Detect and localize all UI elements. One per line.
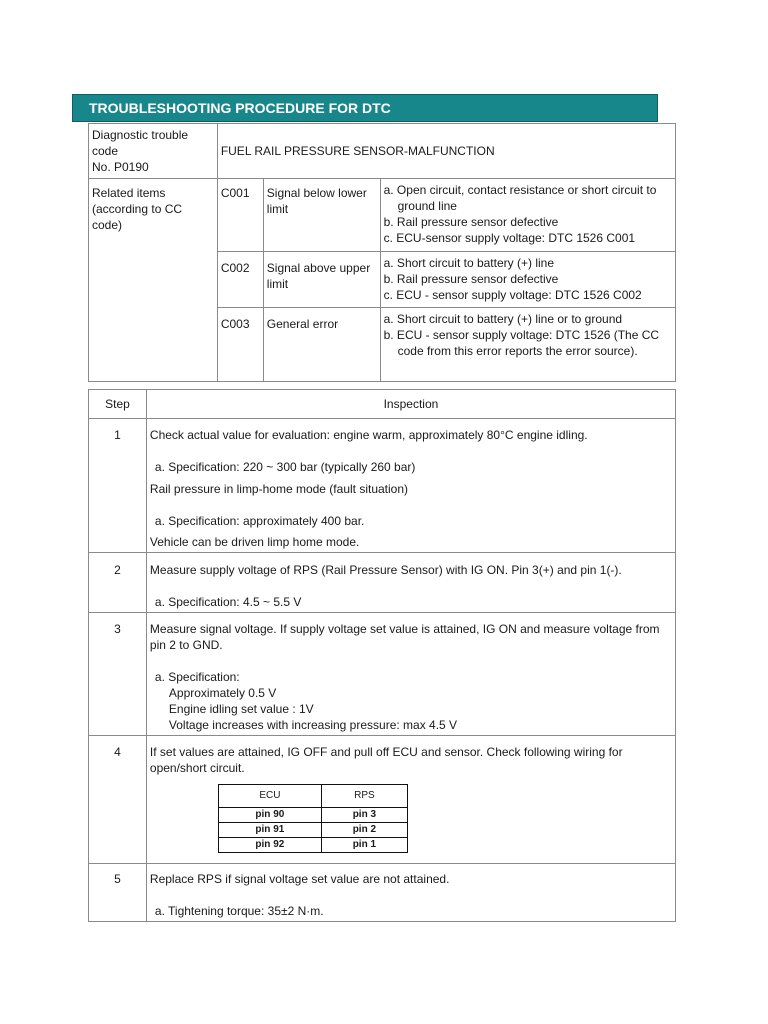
cause-item: a. Short circuit to battery (+) line or to ground — [383, 312, 623, 326]
cause-item: b. Rail pressure sensor defective — [383, 215, 559, 229]
step-row — [89, 553, 676, 613]
spec-line: Approximately 0.5 V — [168, 686, 277, 700]
step-content — [146, 553, 675, 613]
step-content — [146, 419, 675, 553]
cc-condition: General error — [263, 308, 380, 382]
specification: a. Specification: 4.5 ~ 5.5 V — [154, 595, 302, 609]
cc-code: C002 — [217, 252, 263, 308]
page-title: TROUBLESHOOTING PROCEDURE FOR DTC — [72, 94, 658, 122]
wiring-row — [218, 823, 407, 838]
step-content — [146, 613, 675, 736]
cause-item: a. Open circuit, contact resistance or short circuit to ground line — [383, 183, 657, 213]
step-text: Rail pressure in limp-home mode (fault situation) — [149, 482, 409, 496]
step-text: Measure signal voltage. If supply voltage set value is attained, IG ON and measure voltage from pin 2 to GND. — [149, 622, 660, 652]
cause-item: b. Rail pressure sensor defective — [383, 272, 559, 286]
cause-item: c. ECU - sensor supply voltage: DTC 1526 C002 — [383, 288, 642, 302]
specification: a. Specification: approximately 400 bar. — [154, 514, 365, 528]
step-number: 5 — [89, 864, 147, 922]
step-number: 3 — [89, 613, 147, 736]
wiring-cell: pin 91 — [218, 823, 321, 838]
step-number: 2 — [89, 553, 147, 613]
cc-causes — [380, 179, 675, 252]
dtc-number: No. P0190 — [92, 160, 149, 174]
step-content — [146, 736, 675, 864]
wiring-cell: pin 2 — [321, 823, 407, 838]
cc-condition: Signal below lower limit — [263, 179, 380, 252]
dtc-label-line1: Diagnostic trouble code — [92, 128, 189, 158]
step-row — [89, 419, 676, 553]
cause-item: a. Short circuit to battery (+) line — [383, 256, 554, 270]
step-text: Check actual value for evaluation: engine warm, approximately 80°C engine idling. — [149, 428, 588, 442]
dtc-label-cell — [89, 124, 218, 179]
cc-causes — [380, 252, 675, 308]
wiring-cell: pin 92 — [218, 838, 321, 853]
specification: a. Specification: 220 ~ 300 bar (typically 260 bar) — [154, 460, 416, 474]
cc-code: C003 — [217, 308, 263, 382]
spec-line: Engine idling set value : 1V — [168, 702, 314, 716]
cc-code: C001 — [217, 179, 263, 252]
inspection-header: Inspection — [146, 390, 675, 419]
cc-condition: Signal above upper limit — [263, 252, 380, 308]
wiring-cell: pin 1 — [321, 838, 407, 853]
step-row — [89, 864, 676, 922]
specification: a. Tightening torque: 35±2 N·m. — [154, 904, 324, 918]
wiring-cell: pin 3 — [321, 808, 407, 823]
wiring-table — [218, 784, 408, 853]
step-number: 4 — [89, 736, 147, 864]
wiring-header-ecu: ECU — [218, 785, 321, 808]
cause-item: b. ECU - sensor supply voltage: DTC 1526 (The CC code from this error reports the error source). — [383, 328, 660, 358]
related-items-label: Related items (according to CC code) — [89, 179, 218, 382]
wiring-cell: pin 90 — [218, 808, 321, 823]
step-row — [89, 613, 676, 736]
step-text: Vehicle can be driven limp home mode. — [149, 535, 360, 549]
specification: a. Specification: — [154, 670, 240, 684]
dtc-description: FUEL RAIL PRESSURE SENSOR-MALFUNCTION — [217, 124, 675, 179]
spec-line: Voltage increases with increasing pressure: max 4.5 V — [168, 718, 458, 732]
cause-item: c. ECU-sensor supply voltage: DTC 1526 C001 — [383, 231, 636, 245]
step-content — [146, 864, 675, 922]
wiring-row — [218, 808, 407, 823]
wiring-header-rps: RPS — [321, 785, 407, 808]
step-text: Measure supply voltage of RPS (Rail Pressure Sensor) with IG ON. Pin 3(+) and pin 1(-). — [149, 563, 622, 577]
step-text: If set values are attained, IG OFF and pull off ECU and sensor. Check following wiring for open/short circuit. — [149, 745, 623, 775]
step-row — [89, 736, 676, 864]
step-number: 1 — [89, 419, 147, 553]
wiring-row — [218, 838, 407, 853]
inspection-steps-table — [88, 389, 676, 922]
step-header: Step — [89, 390, 147, 419]
dtc-info-table — [88, 123, 676, 382]
cc-causes — [380, 308, 675, 382]
step-text: Replace RPS if signal voltage set value are not attained. — [149, 872, 450, 886]
